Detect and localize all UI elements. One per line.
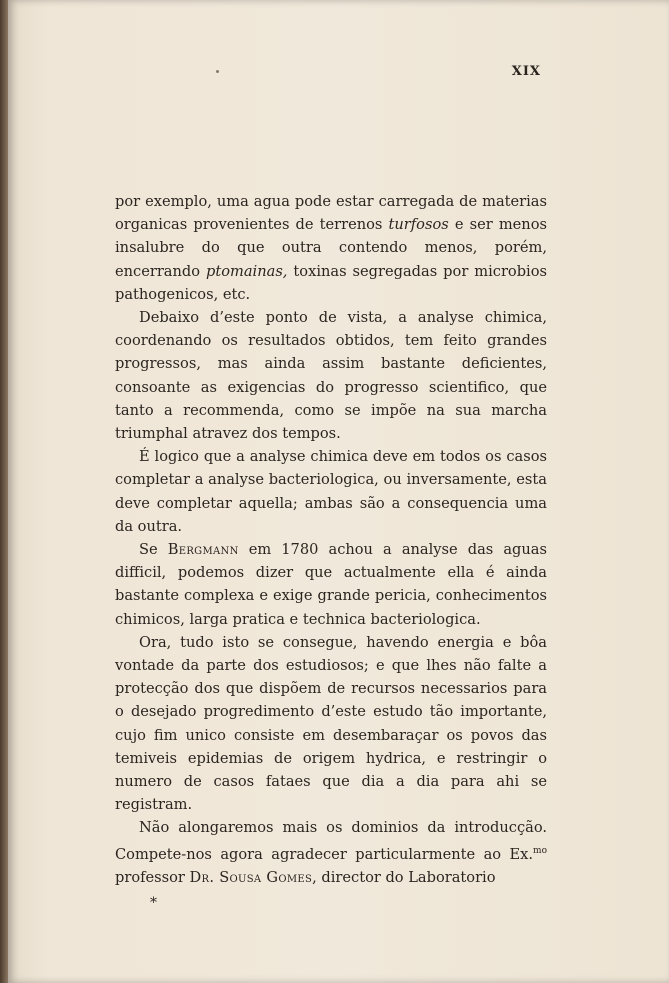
paragraph-3: É logico que a analyse chimica deve em todos os casos completar a analyse bacteriologica, ou inversamente, esta deve completar aquella; ambas são a consequencia uma da outra. xyxy=(115,448,547,535)
superscript-mo: mo xyxy=(533,845,547,856)
signature-mark: * xyxy=(150,895,157,911)
book-gutter-edge xyxy=(0,0,8,983)
name-bergmann: Bergmann xyxy=(167,541,239,559)
paragraph-5: Ora, tudo isto se consegue, havendo energia e bôa vontade da parte dos estudiosos; e que lhes não falte a protecção dos que dispõem de recursos necessarios para o desejado progredimento d’este estudo tão importante, cujo fim unico consiste em desembaraçar os povos das temiveis epidemias de origem hydrica, e restringir o numero de casos fataes que dia a dia para ahi se registram. xyxy=(115,633,547,814)
italic-term-ptomainas: ptomainas, xyxy=(206,262,288,280)
paragraph-2: Debaixo d’este ponto de vista, a analyse chimica, coordenando os resultados obtidos, tem feito grandes progressos, mas ainda assim bastante deficientes, consoante as exigencias do progresso scientifico, que tanto a recommenda, como se impõe na sua marcha triumphal atravez dos tempos. xyxy=(115,309,547,443)
paper-speck xyxy=(216,70,219,73)
italic-term-turfosos: turfosos xyxy=(388,216,449,234)
paragraph-4: Se Bergmann em 1780 achou a analyse das aguas difficil, podemos dizer que actualmente ella é ainda bastante complexa e exige grande pericia, conhecimentos chimicos, larga pratica e technica bacteriologica. xyxy=(115,541,547,628)
page-number: XIX xyxy=(511,64,541,79)
paragraph-1: por exemplo, uma agua pode estar carregada de materias organicas provenientes de terrenos turfosos e ser menos insalubre do que outra contendo menos, porém, encerrando ptomainas, toxinas segregadas por microbios pathogenicos, etc. xyxy=(115,193,547,303)
name-dr-sousa-gomes: Dr. Sousa Gomes xyxy=(189,868,313,886)
book-page xyxy=(8,0,669,983)
paragraph-6: Não alongaremos mais os dominios da introducção. Compete-nos agora agradecer particularmente ao Ex.$^{mo}$ professor Dr. Sousa Gomes, director do Laboratorio xyxy=(115,819,547,886)
body-text xyxy=(115,190,547,889)
